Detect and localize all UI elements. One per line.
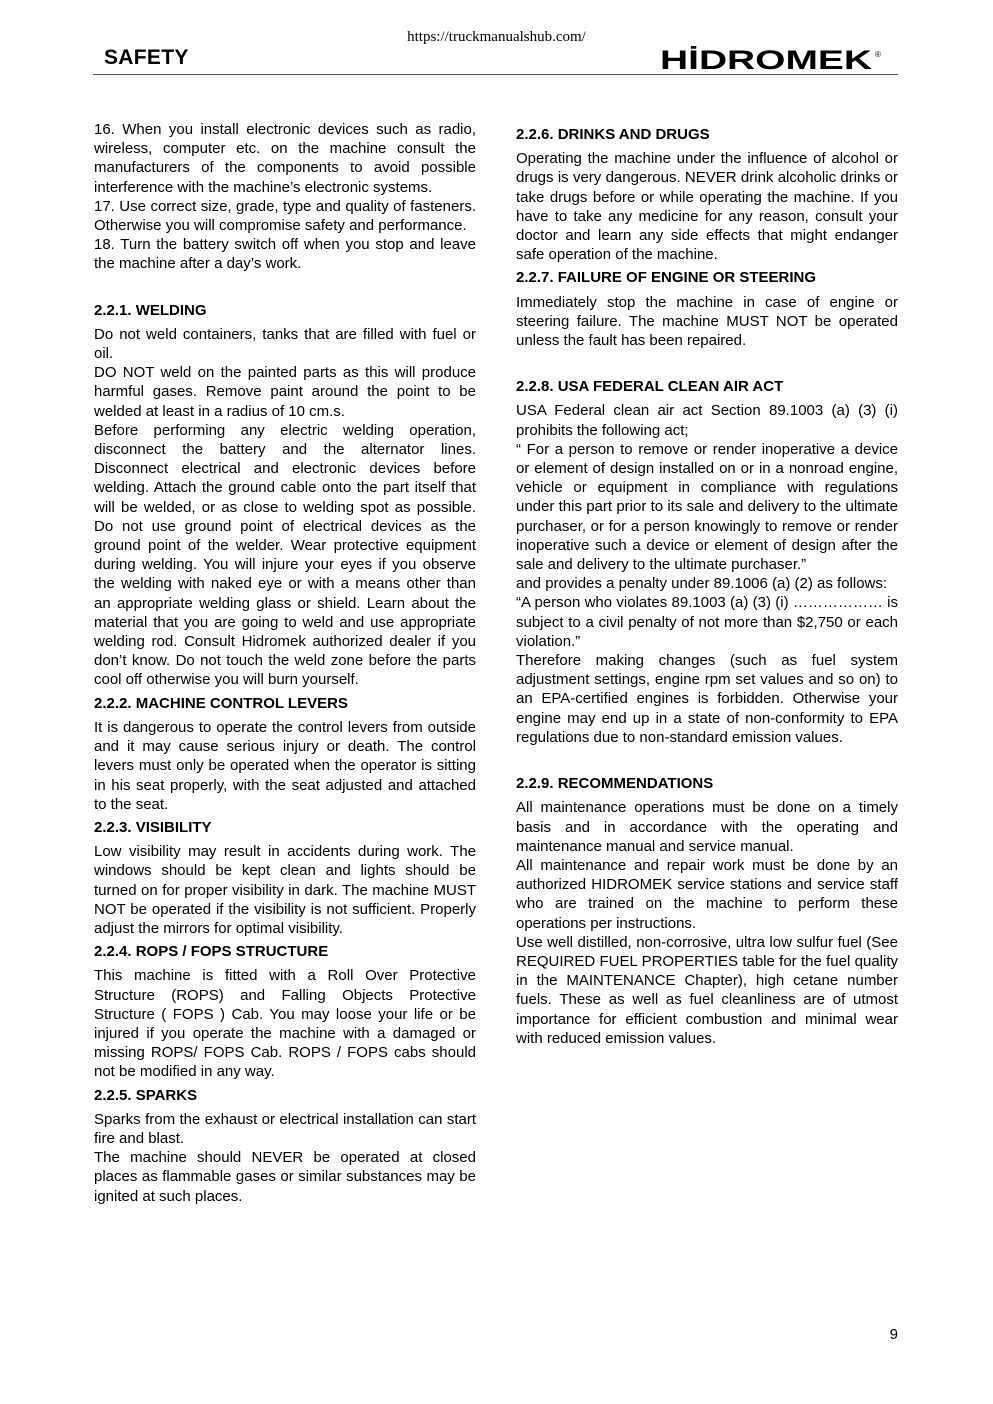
welding-paragraph-1: Do not weld containers, tanks that are filled with fuel or oil. bbox=[94, 325, 476, 363]
clean-air-paragraph-2: “ For a person to remove or render inoperative a device or element of design installed on or in a nonroad engine, vehicle or equipment in compliance with regulations under this part prior to its sale and delivery to the ultimate purchaser, or for a person knowingly to remove or render inoperative such a device or element of design after the sale and delivery to the ultimate purchaser.” bbox=[516, 440, 898, 574]
control-levers-heading: 2.2.2. MACHINE CONTROL LEVERS bbox=[94, 694, 348, 712]
clean-air-paragraph-4: “A person who violates 89.1003 (a) (3) (i) ……………… is subject to a civil penalty of not more than $2,750 or each violation.” bbox=[516, 594, 898, 650]
clean-air-paragraph-3: and provides a penalty under 89.1006 (a) (2) as follows: bbox=[516, 575, 888, 593]
section-title: SAFETY bbox=[104, 46, 189, 69]
item-16: 16. When you install electronic devices such as radio, wireless, computer etc. on the machine consult the manufacturers of the components to avoid possible interference with the machine’s electronic systems. bbox=[94, 121, 476, 196]
sparks-paragraph-2: The machine should NEVER be operated at closed places as flammable gases or similar substances may be ignited at such places. bbox=[94, 1149, 476, 1205]
header-divider bbox=[93, 74, 898, 75]
welding-heading: 2.2.1. WELDING bbox=[94, 301, 207, 319]
welding-paragraph-2: DO NOT weld on the painted parts as this will produce harmful gases. Remove paint around the point to be welded at least in a radius of 10 cm.s. bbox=[94, 364, 476, 420]
rops-paragraph: This machine is fitted with a Roll Over Protective Structure (ROPS) and Falling Objects Protective Structure ( FOPS ) Cab. You may loose your life or be injured if you operate the machine with a damaged or missing ROPS/ FOPS Cab. ROPS / FOPS cabs should not be modified in any way. bbox=[94, 967, 476, 1081]
clean-air-heading: 2.2.8. USA FEDERAL CLEAN AIR ACT bbox=[516, 378, 784, 396]
item-18: 18. Turn the battery switch off when you stop and leave the machine after a day’s work. bbox=[94, 236, 476, 273]
left-column bbox=[94, 120, 476, 1206]
right-column bbox=[516, 120, 898, 1048]
welding-paragraph-3: Before performing any electric welding operation, disconnect the battery and the alternator lines. Disconnect electrical and electronic devices before welding. Attach the ground cable onto the part itself that will be welded, or as close to welding spot as possible. Do not use ground point of electrical devices as the ground point of the welder. Wear protective equipment during welding. You will injure your eyes if you observe the welding with naked eye or with a means other than an appropriate welding glass or shield. Learn about the material that you are going to weld and use appropriate welding rod. Consult Hidromek authorized dealer if you don’t know. Do not touch the weld zone before the parts cool off otherwise you will burn yourself. bbox=[94, 421, 476, 689]
item-17: 17. Use correct size, grade, type and quality of fasteners. Otherwise you will compromise safety and performance. bbox=[94, 197, 476, 235]
hidromek-logo bbox=[660, 46, 885, 72]
failure-paragraph: Immediately stop the machine in case of engine or steering failure. The machine MUST NOT be operated unless the fault has been repaired. bbox=[516, 293, 898, 350]
drinks-paragraph: Operating the machine under the influence of alcohol or drugs is very dangerous. NEVER drink alcoholic drinks or take drugs before or while operating the machine. If you have to take any medicine for any reason, consult your doctor and learn any side effects that might endanger safe operation of the machine. bbox=[516, 150, 898, 264]
registered-mark: ® bbox=[875, 50, 881, 59]
visibility-heading: 2.2.3. VISIBILITY bbox=[94, 818, 212, 836]
sparks-heading: 2.2.5. SPARKS bbox=[94, 1086, 198, 1104]
clean-air-paragraph-1: USA Federal clean air act Section 89.1003 (a) (3) (i) prohibits the following act; bbox=[516, 402, 898, 439]
drinks-heading: 2.2.6. DRINKS AND DRUGS bbox=[516, 126, 710, 143]
failure-heading: 2.2.7. FAILURE OF ENGINE OR STEERING bbox=[516, 269, 817, 287]
recommendations-paragraph-1: All maintenance operations must be done on a timely basis and in accordance with the operating and maintenance manual and service manual. bbox=[516, 799, 898, 855]
visibility-paragraph: Low visibility may result in accidents during work. The windows should be kept clean and lights should be turned on for proper visibility in dark. The machine MUST NOT be operated if the visibility is not sufficient. Properly adjust the mirrors for optimal visibility. bbox=[94, 843, 476, 937]
clean-air-paragraph-5: Therefore making changes (such as fuel system adjustment settings, engine rpm set values and so on) to an EPA-certified engines is forbidden. Otherwise your engine may end up in a state of non-conformity to EPA regulations due to non-standard emission values. bbox=[516, 652, 898, 746]
page-number: 9 bbox=[889, 1326, 898, 1343]
control-levers-paragraph: It is dangerous to operate the control levers from outside and it may cause serious injury or death. The control levers must only be operated when the operator is sitting in his seat properly, with the seat adjusted and attached to the seat. bbox=[94, 718, 476, 813]
logo-text: HİDROMEK bbox=[660, 46, 873, 72]
recommendations-heading: 2.2.9. RECOMMENDATIONS bbox=[516, 775, 714, 793]
sparks-paragraph-1: Sparks from the exhaust or electrical installation can start fire and blast. bbox=[94, 1110, 476, 1147]
recommendations-paragraph-3: Use well distilled, non-corrosive, ultra low sulfur fuel (See REQUIRED FUEL PROPERTIES table for the fuel quality in the MAINTENANCE Chapter), high cetane number fuels. These as well as fuel cleanliness are of utmost importance for efficient combustion and minimal wear with reduced emission values. bbox=[516, 933, 898, 1047]
rops-heading: 2.2.4. ROPS / FOPS STRUCTURE bbox=[94, 943, 329, 961]
recommendations-paragraph-2: All maintenance and repair work must be done by an authorized HIDROMEK service stations and service staff who are trained on the machine to perform these operations per instructions. bbox=[516, 856, 898, 932]
source-url: https://truckmanualshub.com/ bbox=[407, 29, 586, 45]
